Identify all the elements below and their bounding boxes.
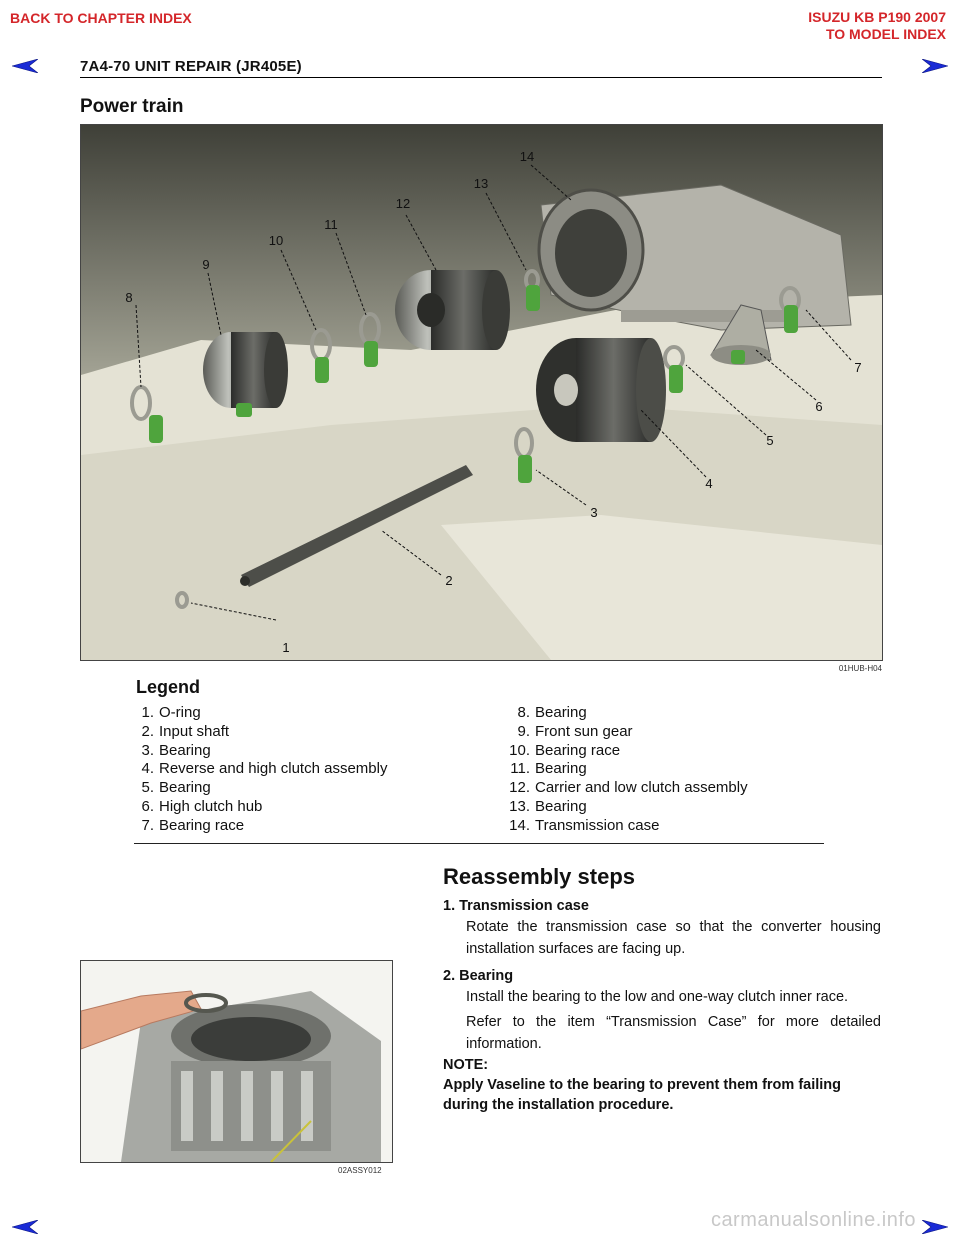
section-title: Power train	[80, 96, 184, 117]
legend-item: 2. Input shaft	[141, 722, 230, 740]
legend-item: 14. Transmission case	[509, 816, 660, 834]
callout-1: 1	[282, 640, 290, 655]
legend-item: 6. High clutch hub	[141, 797, 263, 815]
legend-item: 3. Bearing	[141, 741, 211, 759]
callout-7: 7	[854, 360, 862, 375]
legend-title: Legend	[136, 677, 201, 697]
bearing-install-photo	[80, 960, 393, 1163]
figure-1-code: 01HUB-H04	[838, 664, 882, 673]
bottom-next-page-arrow-icon[interactable]	[922, 1220, 948, 1234]
model-line-1: ISUZU KB P190 2007	[808, 9, 946, 25]
legend-item: 1. O-ring	[141, 704, 201, 721]
step-1-heading: 1. Transmission case	[443, 898, 589, 914]
page-header-title: 7A4-70 UNIT REPAIR (JR405E)	[80, 58, 302, 75]
model-line-2: TO MODEL INDEX	[825, 26, 946, 42]
legend-item: 11. Bearing	[510, 760, 587, 778]
step-1-text: Rotate the transmission case so that the converter housing installation surfaces are facing up.	[466, 919, 881, 957]
next-page-arrow-icon[interactable]	[922, 59, 948, 73]
callout-4: 4	[705, 476, 713, 491]
callout-10: 10	[268, 233, 284, 248]
note-label: NOTE:	[443, 1057, 489, 1073]
legend-right-column	[508, 704, 748, 836]
legend-item: 7. Bearing race	[141, 816, 245, 834]
step-2-heading: 2. Bearing	[443, 968, 514, 984]
back-to-chapter-index-link[interactable]: BACK TO CHAPTER INDEX	[10, 10, 192, 26]
legend-item: 9. Front sun gear	[517, 722, 633, 740]
legend-item: 8. Bearing	[517, 704, 587, 721]
callout-2: 2	[445, 573, 453, 588]
callout-8: 8	[125, 290, 133, 305]
callout-11: 11	[324, 217, 338, 232]
callout-9: 9	[202, 257, 210, 272]
step-2	[443, 968, 881, 1055]
legend-left-column	[132, 704, 387, 836]
step-2-text-2: Refer to the item “Transmission Case” for more detailed information.	[466, 1014, 881, 1052]
reassembly-steps-title: Reassembly steps	[443, 864, 635, 889]
prev-page-arrow-icon[interactable]	[12, 59, 38, 73]
step-2-text-1: Install the bearing to the low and one-way clutch inner race.	[466, 989, 849, 1005]
header-divider	[80, 77, 882, 78]
legend-item: 13. Bearing	[509, 797, 587, 815]
callout-12: 12	[395, 196, 411, 211]
legend-item: 10. Bearing race	[509, 741, 621, 759]
legend-item: 4. Reverse and high clutch assembly	[141, 760, 388, 778]
callout-6: 6	[815, 399, 823, 414]
bearing-install-illustration	[81, 961, 392, 1162]
callout-5: 5	[766, 433, 774, 448]
power-train-photo	[80, 124, 883, 661]
legend-item: 12. Carrier and low clutch assembly	[509, 779, 748, 797]
callout-14: 14	[519, 149, 535, 164]
legend-divider	[134, 843, 824, 844]
bottom-prev-page-arrow-icon[interactable]	[12, 1220, 38, 1234]
figure-2-code: 02ASSY012	[338, 1166, 382, 1175]
watermark: carmanualsonline.info	[710, 1209, 916, 1231]
callout-3: 3	[590, 505, 598, 520]
step-1	[443, 898, 881, 960]
power-train-illustration	[81, 125, 882, 660]
reassembly-steps	[443, 898, 881, 1115]
legend-item: 5. Bearing	[141, 779, 211, 797]
callout-13: 13	[473, 176, 489, 191]
model-index-link[interactable]	[808, 9, 946, 43]
note-text: Apply Vaseline to the bearing to prevent them from failing during the installation procedure.	[443, 1077, 842, 1113]
